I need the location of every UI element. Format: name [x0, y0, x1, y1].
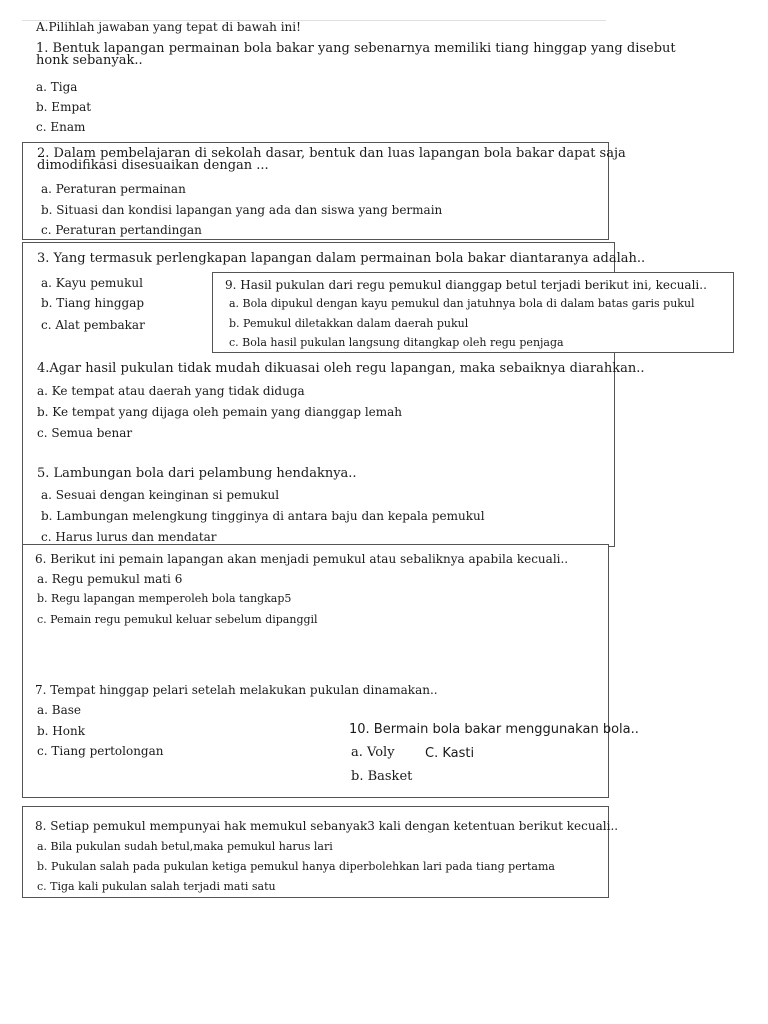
- question-6-text: 6. Berikut ini pemain lapangan akan menjadi pemukul atau sebaliknya apabila kecuali..: [35, 552, 569, 566]
- question-3-option-b: b. Tiang hinggap: [41, 296, 145, 310]
- question-1-option-a: a. Tiga: [36, 80, 78, 94]
- question-2-box: [22, 142, 626, 240]
- question-3-option-a: a. Kayu pemukul: [41, 276, 143, 290]
- question-6-option-b: b. Regu lapangan memperoleh bola tangkap5: [37, 592, 292, 605]
- question-5-text: 5. Lambungan bola dari pelambung hendaknya..: [37, 466, 357, 481]
- question-7-option-b: b. Honk: [37, 724, 85, 738]
- question-8-option-b: b. Pukulan salah pada pukulan ketiga pemukul hanya diperbolehkan lari pada tiang pertama: [37, 860, 555, 873]
- question-5-option-b: b. Lambungan melengkung tingginya di antara baju dan kepala pemukul: [41, 509, 485, 523]
- question-8-text: 8. Setiap pemukul mempunyai hak memukul sebanyak3 kali dengan ketentuan berikut kecuali..: [35, 819, 619, 833]
- question-10-option-b: b. Basket: [351, 769, 413, 784]
- question-2-text-cont: dimodifikasi disesuaikan dengan ...: [37, 158, 269, 173]
- question-4-option-b: b. Ke tempat yang dijaga oleh pemain yang dianggap lemah: [37, 405, 403, 419]
- question-7-text: 7. Tempat hinggap pelari setelah melakukan pukulan dinamakan..: [35, 683, 438, 697]
- question-7-option-a: a. Base: [37, 703, 82, 717]
- question-4-option-a: a. Ke tempat atau daerah yang tidak diduga: [37, 384, 305, 398]
- question-1-option-b: b. Empat: [36, 100, 92, 114]
- question-10-option-a: a. Voly: [351, 745, 395, 760]
- question-2-option-a: a. Peraturan permainan: [41, 182, 186, 196]
- question-6-option-a: a. Regu pemukul mati 6: [37, 572, 183, 586]
- question-9-option-a: a. Bola dipukul dengan kayu pemukul dan jatuhnya bola di dalam batas garis pukul: [229, 297, 695, 310]
- question-8-option-a: a. Bila pukulan sudah betul,maka pemukul harus lari: [37, 840, 333, 853]
- question-1-text: 1. Bentuk lapangan permainan bola bakar yang sebenarnya memiliki tiang hinggap yang disebut: [36, 41, 676, 56]
- question-9-option-c: c. Bola hasil pukulan langsung ditangkap oleh regu penjaga: [229, 336, 564, 349]
- question-9-box: [212, 272, 734, 353]
- question-8-option-c: c. Tiga kali pukulan salah terjadi mati satu: [37, 880, 276, 893]
- question-6-option-c: c. Pemain regu pemukul keluar sebelum dipanggil: [37, 613, 318, 626]
- question-9-option-b: b. Pemukul diletakkan dalam daerah pukul: [229, 317, 469, 330]
- question-10-text: 10. Bermain bola bakar menggunakan bola..: [349, 722, 639, 737]
- question-10-option-c: C. Kasti: [425, 746, 475, 761]
- question-8-box: [22, 806, 619, 898]
- question-9-text: 9. Hasil pukulan dari regu pemukul dianggap betul terjadi berikut ini, kecuali..: [225, 278, 707, 292]
- question-2-text: 2. Dalam pembelajaran di sekolah dasar, bentuk dan luas lapangan bola bakar dapat saja: [37, 146, 626, 161]
- question-4-option-c: c. Semua benar: [37, 426, 133, 440]
- question-1-text-cont: honk sebanyak..: [36, 53, 143, 68]
- question-2-option-b: b. Situasi dan kondisi lapangan yang ada dan siswa yang bermain: [41, 203, 443, 217]
- question-3-option-c: c. Alat pembakar: [41, 318, 145, 332]
- question-6-10-box: [22, 544, 639, 798]
- question-2-option-c: c. Peraturan pertandingan: [41, 223, 202, 237]
- question-3-text: 3. Yang termasuk perlengkapan lapangan dalam permainan bola bakar diantaranya adalah..: [37, 251, 646, 266]
- question-1-option-c: c. Enam: [36, 120, 86, 134]
- question-5-option-c: c. Harus lurus dan mendatar: [41, 530, 217, 544]
- instruction-text: A.Pilihlah jawaban yang tepat di bawah ini!: [36, 20, 301, 34]
- question-7-option-c: c. Tiang pertolongan: [37, 744, 164, 758]
- question-5-option-a: a. Sesuai dengan keinginan si pemukul: [41, 488, 280, 502]
- question-4-text: 4.Agar hasil pukulan tidak mudah dikuasai oleh regu lapangan, maka sebaiknya diarahkan..: [37, 361, 645, 376]
